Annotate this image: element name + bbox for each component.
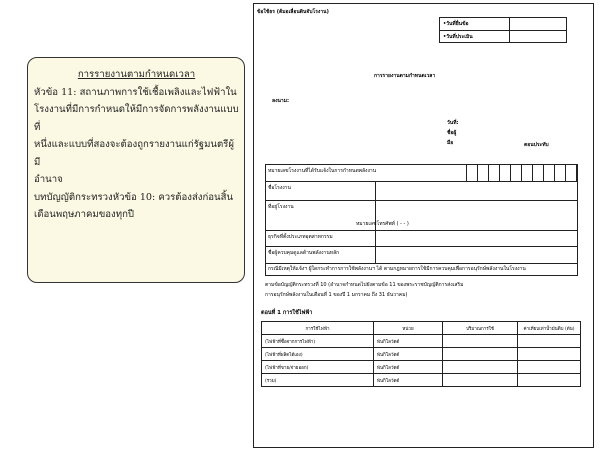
notice-text: กรณีมีเหตุให้แจ้งฯ ผู้ใดกระทำการการใช้พลังงานฯ ได้ ตามกฎหมายการใช้มีการควบคุมเพื่อการอนุรักษ์พลังงานในโรงงาน bbox=[268, 266, 526, 272]
table-row bbox=[262, 348, 581, 361]
side-label: วันที่: bbox=[447, 120, 459, 126]
table-header-row bbox=[262, 322, 581, 335]
panel-line: โรงงานที่มีการกำหนดให้มีการจัดการพลังงานแบบที่ bbox=[34, 104, 239, 133]
table-row bbox=[262, 374, 581, 387]
column-header: ปริมาณการใช้ bbox=[443, 322, 518, 335]
header-label: ข้อใช้ธร (ต้มอเลื่อนดินจับโรงาน) bbox=[257, 9, 329, 15]
grid-label: ชื่อโรงงาน bbox=[266, 182, 376, 200]
grid-label: ธุรกิจที่ตั้งประเภทอุตสาหกรรม bbox=[266, 231, 376, 246]
id-row-label: •วันที่ประเมิน bbox=[440, 31, 510, 43]
grid-value[interactable] bbox=[376, 231, 577, 246]
row-unit: พันกิโลวัตต์ bbox=[374, 348, 443, 361]
form-document bbox=[253, 3, 594, 448]
section-title: ตอนที่ 1 การใช้ไฟฟ้า bbox=[261, 310, 313, 316]
table-row bbox=[262, 335, 581, 348]
column-header: ค่าเทียบเท่าน้ำมันดิบ (ตัน) bbox=[518, 322, 581, 335]
grid-value[interactable] bbox=[356, 201, 577, 230]
notice-text: ตามข้อบัญญัติกระทรวงที่ 10 (อำนาจกำหนดไปยังตามข้อ 11 ของพระราชบัญญัติการส่งเสริม bbox=[265, 282, 464, 288]
equivalent-cell[interactable] bbox=[518, 361, 581, 374]
grid-label: หมายเลขโรงงานที่ได้รับแจ้งในการกำหนดพลังงาน bbox=[266, 165, 467, 181]
equivalent-cell[interactable] bbox=[518, 335, 581, 348]
grid-value[interactable] bbox=[467, 165, 577, 181]
amount-cell[interactable] bbox=[443, 348, 518, 361]
side-label: มือ bbox=[447, 140, 454, 146]
date-label: ลงนาม: bbox=[272, 98, 290, 104]
row-label: (ไฟฟ้าที่ผลิตได้เอง) bbox=[262, 348, 374, 361]
column-header: หน่วย bbox=[374, 322, 443, 335]
side-label: ชื่อผู้ bbox=[447, 130, 457, 136]
notice-text: การอนุรักษ์พลังงานในเดือนที่ 1 ของปี 1 มกราคม ถึง 31 ธันวาคม) bbox=[265, 292, 408, 298]
panel-title: การรายงานตามกำหนดเวลา bbox=[77, 69, 196, 80]
row-unit: พันกิโลวัตต์ bbox=[374, 361, 443, 374]
column-header: การใช้ไฟฟ้า bbox=[262, 322, 374, 335]
phone-label: หมายเลขโทรศัพท์ ( - - ) bbox=[356, 221, 409, 227]
row-unit: พันกิโลวัตต์ bbox=[374, 374, 443, 387]
row-unit: พันกิโลวัตต์ bbox=[374, 335, 443, 348]
equivalent-cell[interactable] bbox=[518, 348, 581, 361]
grid-label: ชื่อผู้ควบคุมดูแลด้านพลังงานหลัก bbox=[266, 247, 376, 263]
row-label: (ไฟฟ้าที่ขาย/จ่ายออก) bbox=[262, 361, 374, 374]
panel-line: บทบัญญัติกระทรวงหัวข้อ 10: ควรต้องส่งก่อนสิ้น bbox=[34, 191, 234, 203]
panel-line: หนึ่งและแบบที่สองจะต้องถูกรายงานแก่รัฐมนตรีผู้มี bbox=[34, 139, 234, 168]
electricity-table bbox=[261, 321, 581, 387]
explanation-panel bbox=[27, 57, 245, 283]
panel-line: หัวข้อ 11: สถานภาพการใช้เชื้อเพลิงและไฟฟ้าใน bbox=[34, 86, 237, 98]
factory-info-grid bbox=[265, 164, 578, 276]
row-label: (รวม) bbox=[262, 374, 374, 387]
row-label: (ไฟฟ้าที่ซื้อจากการไฟฟ้า) bbox=[262, 335, 374, 348]
form-title: การรายงานตามกำหนดเวลา bbox=[374, 73, 436, 79]
panel-line: เดือนพฤษภาคมของทุกปี bbox=[34, 209, 134, 220]
id-row-label: •วันที่ยื่นข้อ bbox=[440, 18, 510, 30]
grid-label: ที่อยู่โรงงาน bbox=[266, 201, 376, 230]
amount-cell[interactable] bbox=[443, 361, 518, 374]
table-row bbox=[262, 361, 581, 374]
panel-line: อำนาจ bbox=[34, 174, 63, 185]
grid-value[interactable] bbox=[376, 182, 577, 200]
side-label: ตอนประทับ bbox=[524, 142, 549, 148]
amount-cell[interactable] bbox=[443, 374, 518, 387]
id-box bbox=[439, 17, 567, 43]
grid-value[interactable] bbox=[376, 247, 577, 263]
amount-cell[interactable] bbox=[443, 335, 518, 348]
equivalent-cell[interactable] bbox=[518, 374, 581, 387]
